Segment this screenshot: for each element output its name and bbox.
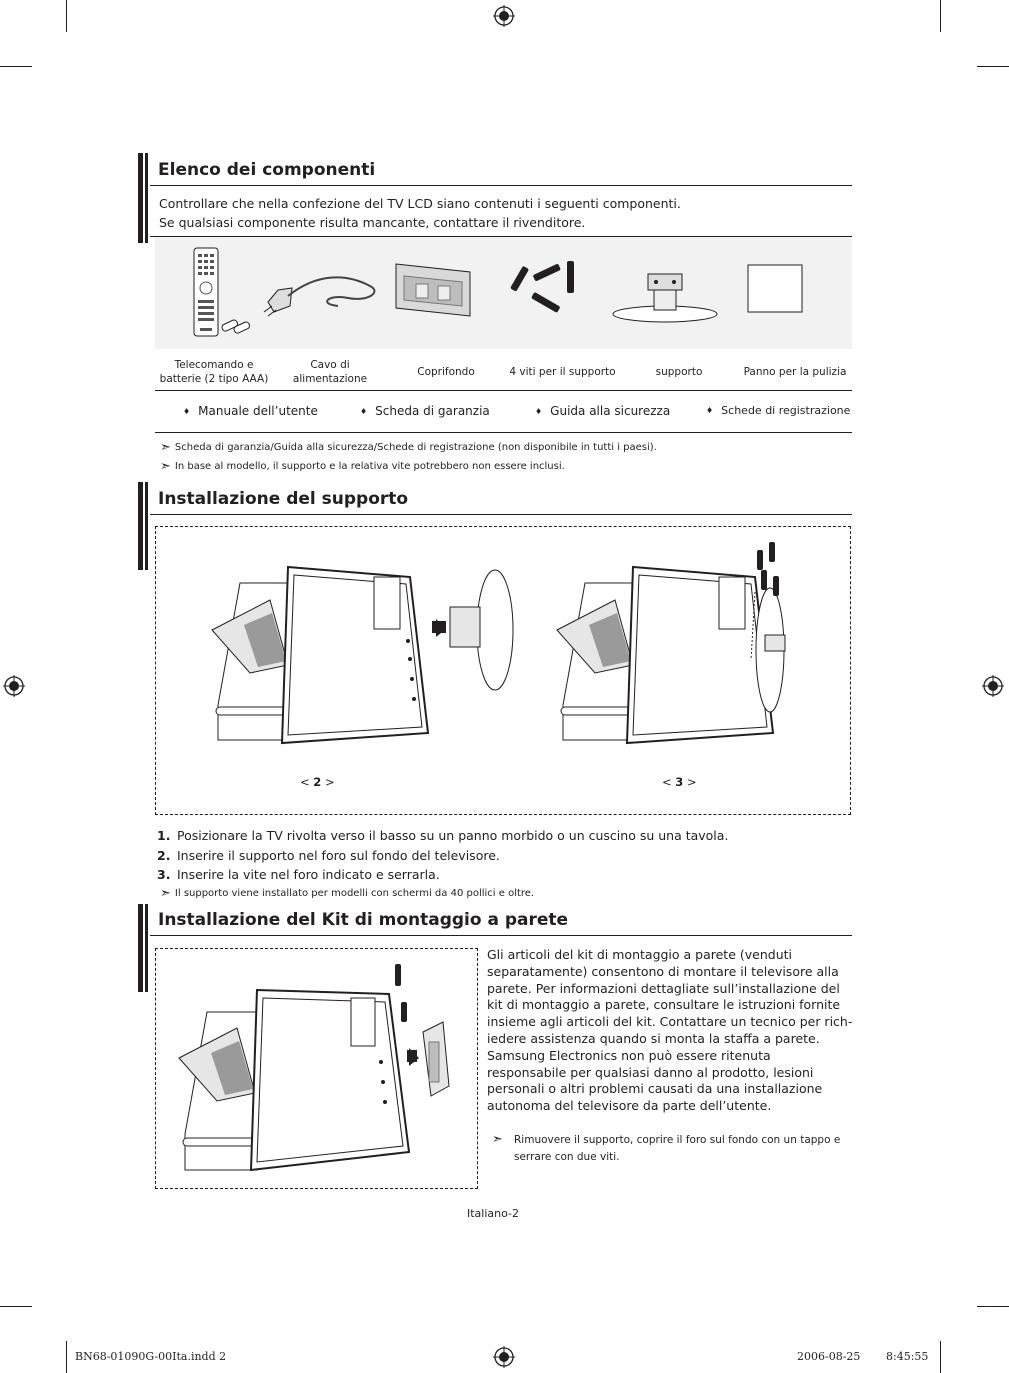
registration-mark-icon [493,1346,515,1368]
crop-mark [66,1341,67,1373]
note-arrow-icon: ➣ [160,886,171,901]
section-bar [138,153,148,243]
registration-mark-icon [982,675,1004,697]
section-title-components: Elenco dei componenti [158,160,376,180]
section-divider [150,514,852,515]
crop-mark [940,1341,941,1373]
intro-line-2: Se qualsiasi componente risulta mancante, contattare il rivenditore. [159,215,586,230]
section-title-stand: Installazione del supporto [158,489,409,509]
component-label-screws: 4 viti per il supporto [509,366,616,378]
cleaning-cloth-icon [745,262,805,316]
section-divider [150,935,852,936]
doc-item: ♦ Manuale dell’utente [183,404,318,418]
screws-icon [505,255,585,323]
component-label-cloth: Panno per la pulizia [743,366,847,378]
crop-mark [66,0,67,32]
note: ➣ In base al modello, il supporto e la relativa vite potrebbero non essere inclusi. [160,459,565,474]
figure-caption-3: < 3 > [662,775,697,789]
step-item: 3. Inserire la vite nel foro indicato e serrarla. [157,867,440,882]
stand-step3-illustration [555,540,805,765]
remote-control-icon [188,246,260,340]
component-label-cover: Coprifondo [417,366,475,378]
cover-bottom-icon [388,262,478,318]
footer-filename: BN68-01090G-00Ita.indd 2 [75,1350,227,1363]
intro-line-1: Controllare che nella confezione del TV LCD siano contenuti i seguenti componenti. [159,196,681,211]
doc-item: ♦ Guida alla sicurezza [535,404,671,418]
power-cable-icon [258,262,382,322]
component-label-remote: Telecomando e batterie (2 tipo AAA) [159,359,269,385]
footer-date: 2006-08-25 [797,1350,861,1363]
table-bottom-rule [155,432,852,433]
doc-item: ♦ Scheda di garanzia [360,404,490,418]
crop-mark [977,66,1009,67]
figure-caption-2: < 2 > [300,775,335,789]
step-item: 1. Posizionare la TV rivolta verso il basso su un panno morbido o un cuscino su una tavola. [157,828,729,843]
component-label-cable: Cavo di alimentazione [292,359,368,385]
wall-mount-illustration [175,962,465,1177]
doc-item: ♦ Schede di registrazione [706,404,851,417]
note-arrow-icon: ➣ [492,1132,503,1147]
footer-time: 8:45:55 [886,1350,929,1363]
registration-mark-icon [3,675,25,697]
section-divider [150,185,852,186]
note: ➣ Il supporto viene installato per modelli con schermi da 40 pollici e oltre. [160,886,535,901]
crop-mark [0,1306,32,1307]
crop-mark [977,1306,1009,1307]
note-arrow-icon: ➣ [160,440,171,455]
registration-mark-icon [493,5,515,27]
wall-note: ➣ Rimuovere il supporto, coprire il foro sul fondo con un tappo e serrare con due viti. [492,1132,841,1163]
component-label-stand: supporto [655,366,703,378]
section-bar [138,904,148,992]
crop-mark [0,66,32,67]
note: ➣ Scheda di garanzia/Guida alla sicurezza/Schede di registrazione (non disponibile in tutti i paesi). [160,440,657,455]
table-mid-rule [155,390,852,391]
steps-list [157,826,728,885]
note-arrow-icon: ➣ [160,459,171,474]
stand-step2-illustration [210,555,520,765]
step-item: 2. Inserire il supporto nel foro sul fondo del televisore. [157,847,500,863]
wall-description: Gli articoli del kit di montaggio a parete (venduti separatamente) consentono di montare il televisore alla parete. Per informazioni dettagliate sull’installazione del kit di montaggio a parete, consultare le istruzioni fornite insieme agli articoli del kit. Contattare un tecnico per rich- iedere assistenza quando si monta la staffa a parete. Samsung Electronics non può essere ritenuta responsabile per qualsiasi danno al prodotto, lesioni personali o altri problemi causati da una installazione autonoma del televisore da parte dell’utente. [487,947,853,1114]
section-bar [138,482,148,570]
crop-mark [940,0,941,32]
page-number: Italiano-2 [467,1207,520,1220]
stand-icon [610,268,720,326]
section-title-wall: Installazione del Kit di montaggio a parete [158,910,569,930]
